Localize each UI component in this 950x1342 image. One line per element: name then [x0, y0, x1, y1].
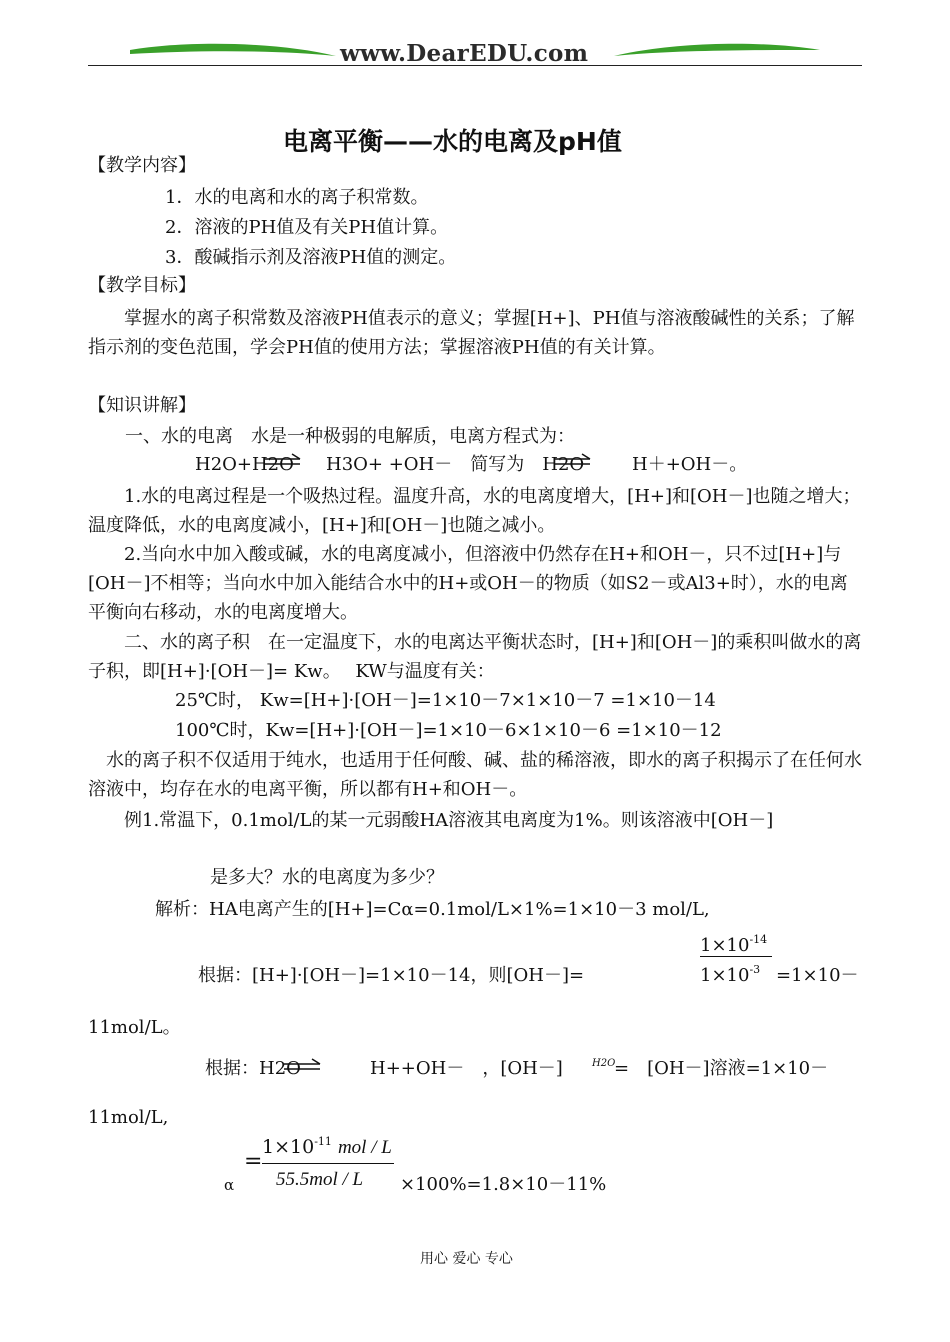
- alpha-equals-sign: =: [244, 1149, 263, 1174]
- alpha-result: ×100%=1.8×10－11%: [400, 1174, 607, 1195]
- fraction-1-numerator: 1×10: [700, 935, 750, 956]
- section-knowledge-heading: 【知识讲解】: [88, 395, 196, 416]
- page-footer: 用心 爱心 专心: [420, 1251, 513, 1267]
- solution-line-3-subscript: H2O: [592, 1058, 616, 1069]
- page-title: 电离平衡——水的电离及pH值: [283, 127, 622, 156]
- solution-line-3-start: 根据：H2O: [205, 1058, 301, 1079]
- fraction-1-denominator: 1×10: [700, 965, 750, 986]
- equation-1-right: H＋+OH－。: [632, 454, 748, 475]
- paragraph-endothermic: 1.水的电离过程是一个吸热过程。温度升高，水的电离度增大，[H+]和[OH－]也随之增大；温度降低，水的电离度减小，[H+]和[OH－]也随之减小。: [88, 486, 861, 536]
- kw-100-celsius: 100℃时，Kw=[H+]·[OH－]=1×10－6×1×10－6 =1×10－12: [175, 720, 722, 741]
- equation-1-middle: H3O+ +OH－ 简写为 H2O: [326, 454, 585, 475]
- site-logo[interactable]: www.DearEDU.com: [340, 40, 589, 67]
- fraction-2-numerator: 1×10: [262, 1136, 315, 1158]
- example-1-question: 是多大？水的电离度为多少？: [210, 867, 444, 888]
- header-swoosh-left: [128, 38, 338, 64]
- header-rule: [88, 65, 862, 66]
- paragraph-ion-product: 二、水的离子积 在一定温度下，水的电离达平衡状态时，[H+]和[OH－]的乘积叫做水的离子积，即[H+]·[OH－]= Kw。 KW与温度有关：: [88, 632, 862, 682]
- equilibrium-arrow-icon: [262, 452, 304, 470]
- equation-1-left: H2O+H2O: [195, 454, 294, 475]
- solution-line-3-end: = [OH－]溶液=1×10－: [614, 1058, 829, 1079]
- paragraph-applicability: 水的离子积不仅适用于纯水，也适用于任何酸、碱、盐的稀溶液，即水的离子积揭示了在任何水溶液中，均存在水的电离平衡，所以都有H+和OH－。: [88, 750, 862, 800]
- section-content-heading: 【教学内容】: [88, 155, 196, 176]
- solution-line-1: 解析：HA电离产生的[H+]=Cα=0.1mol/L×1%=1×10－3 mol/L,: [155, 899, 710, 920]
- fraction-2-denominator: 55.5mol / L: [276, 1169, 364, 1190]
- paragraph-acid-base-effect: 2.当向水中加入酸或碱，水的电离度减小，但溶液中仍然存在H+和OH－，只不过[H+]与[OH－]不相等；当向水中加入能结合水中的H+或OH－的物质（如S2－或Al3+时），水的电离平衡向右移动，水的电离度增大。: [88, 544, 848, 623]
- fraction-2-numerator-exponent: -11: [314, 1135, 332, 1148]
- solution-line-2-tail: =1×10－: [776, 965, 859, 986]
- fraction-2-numerator-unit: mol / L: [337, 1137, 392, 1158]
- solution-line-3-middle: H++OH－ ，[OH－]: [370, 1058, 563, 1079]
- example-1: 例1.常温下，0.1mol/L的某一元弱酸HA溶液其电离度为1%。则该溶液中[OH－]: [124, 810, 774, 831]
- fraction-1-denominator-exponent: -3: [749, 963, 761, 976]
- content-item-1: 1．水的电离和水的离子积常数。: [165, 187, 429, 208]
- kw-25-celsius: 25℃时， Kw=[H+]·[OH－]=1×10－7×1×10－7 =1×10－14: [175, 690, 716, 711]
- section-goal-heading: 【教学目标】: [88, 275, 196, 296]
- header-swoosh-right: [612, 38, 822, 64]
- equilibrium-arrow-icon: [552, 452, 594, 470]
- content-item-2: 2．溶液的PH值及有关PH值计算。: [165, 217, 449, 238]
- goal-paragraph: 掌握水的离子积常数及溶液PH值表示的意义；掌握[H+]、PH值与溶液酸碱性的关系；了解指示剂的变色范围，学会PH值的使用方法；掌握溶液PH值的有关计算。: [88, 308, 855, 358]
- solution-line-2: 根据：[H+]·[OH－]=1×10－14，则[OH－]=: [198, 965, 585, 986]
- solution-line-2-cont: 11mol/L。: [88, 1017, 181, 1038]
- fraction-1-numerator-exponent: -14: [749, 933, 768, 946]
- solution-line-3-cont: 11mol/L,: [88, 1107, 169, 1128]
- water-ionization-intro: 一、水的电离 水是一种极弱的电解质，电离方程式为：: [125, 426, 575, 447]
- alpha-symbol: α: [224, 1176, 235, 1194]
- content-item-3: 3．酸碱指示剂及溶液PH值的测定。: [165, 247, 457, 268]
- equilibrium-arrow-icon: [282, 1057, 324, 1075]
